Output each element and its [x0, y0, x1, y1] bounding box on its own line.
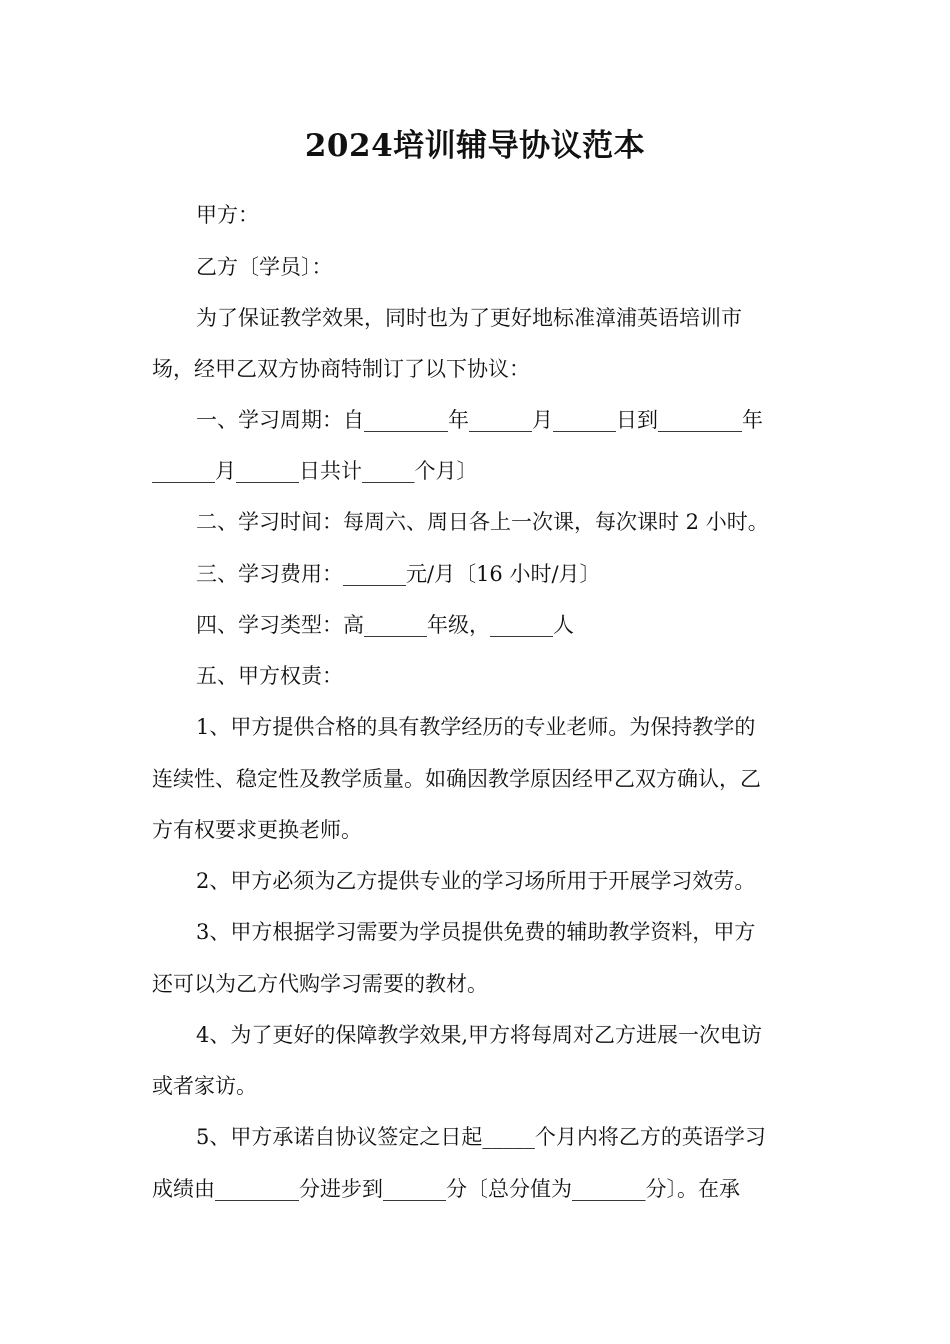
- party-b-line: 乙方〔学员〕：: [196, 255, 333, 279]
- item-2-line: 2、甲方必须为乙方提供专业的学习场所用于开展学习效劳。: [196, 869, 756, 893]
- clause-4-line: 四、学习类型：高______年级，______人: [196, 613, 574, 637]
- clause-1-line-1: 一、学习周期：自________年______月______日到________年: [196, 408, 763, 432]
- item-5-line-2: 成绩由________分进步到______分〔总分值为_______分〕。在承: [152, 1177, 740, 1201]
- clause-3-line: 三、学习费用：______元/月〔16 小时/月〕: [196, 562, 601, 586]
- item-1-line-1: 1、甲方提供合格的具有教学经历的专业老师。为保持教学的: [196, 715, 756, 739]
- clause-2-line: 二、学习时间：每周六、周日各上一次课，每次课时 2 小时。: [196, 510, 769, 534]
- intro-paragraph-line-2: 场，经甲乙双方协商特制订了以下协议：: [152, 357, 530, 381]
- intro-paragraph-line-1: 为了保证教学效果，同时也为了更好地标准漳浦英语培训市: [196, 306, 742, 330]
- item-4-line-2: 或者家访。: [152, 1074, 257, 1098]
- item-3-line-1: 3、甲方根据学习需要为学员提供免费的辅助教学资料，甲方: [196, 920, 756, 944]
- party-a-line: 甲方：: [196, 203, 259, 227]
- item-1-line-2: 连续性、稳定性及教学质量。如确因教学原因经甲乙双方确认，乙: [152, 767, 761, 791]
- document-title: 2024培训辅导协议范本: [304, 128, 646, 164]
- item-5-line-1: 5、甲方承诺自协议签定之日起_____个月内将乙方的英语学习: [196, 1125, 766, 1149]
- item-3-line-2: 还可以为乙方代购学习需要的教材。: [152, 972, 488, 996]
- item-4-line-1: 4、为了更好的保障教学效果,甲方将每周对乙方进展一次电访: [196, 1023, 763, 1047]
- clause-5-heading: 五、甲方权责：: [196, 664, 343, 688]
- item-1-line-3: 方有权要求更换老师。: [152, 818, 362, 842]
- clause-1-line-2: ______月______日共计_____个月〕: [152, 459, 478, 483]
